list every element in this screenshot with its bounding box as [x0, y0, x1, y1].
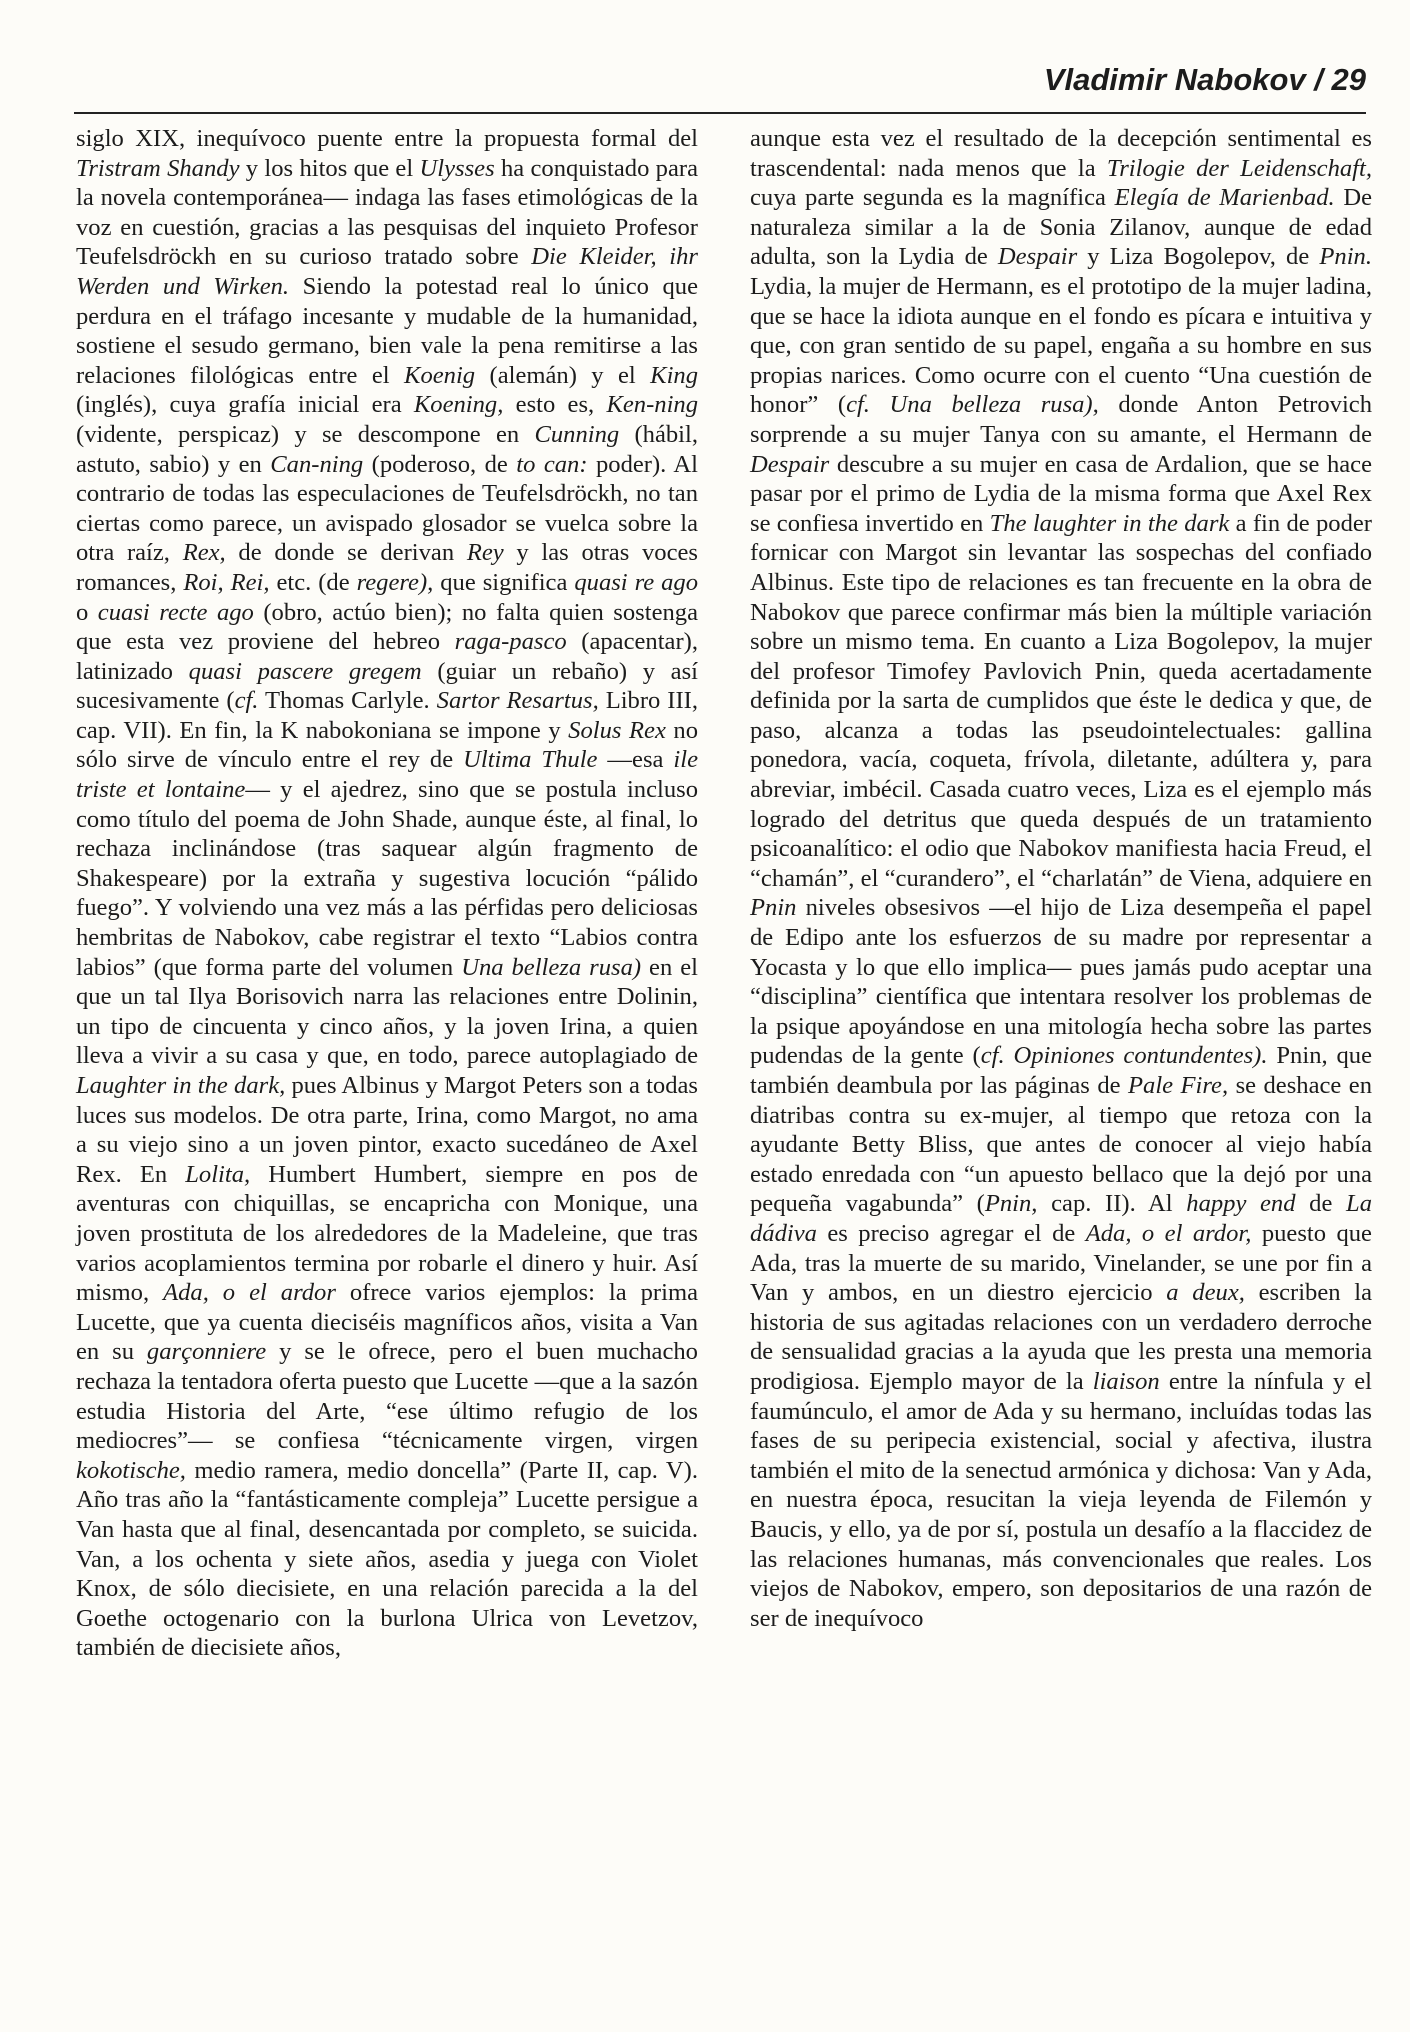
text-run: niveles obsesivos —el hijo de Liza desempeña el papel de Edipo ante los esfuerzos de su madre por representar a Yocasta y lo que ello implica— pues jamás pudo aceptar una “disciplina” científica que intentara resolver los problemas de la psique apoyándose en una mitología hecha sobre las partes pudendas de la gente ( [750, 894, 1372, 1070]
text-run: cuya parte segunda es la magnífica [750, 184, 1115, 212]
text-run: a fin de poder fornicar con Margot sin levantar las sospechas del confiado Albinus. Este tipo de relaciones es tan frecuente en la obra de Nabokov que parece confirmar más bien la múltiple variación sobre un mismo tema. En cuanto a Liza Bogolepov, la mujer del profesor Timofey Pavlovich Pnin, queda acertadamente definida por la sarta de cumplidos que éste le dedica y que, de paso, alcanza a todas las pseudointelectuales: gallina ponedora, vacía, coqueta, frívola, diletante, adúltera y, para abreviar, imbécil. Casada cuatro veces, Liza es el ejemplo más logrado del detritus que queda después de un tratamiento psicoanalítico: el odio que Nabokov manifiesta hacia Freud, el “chamán”, el “curandero”, el “charlatán” de Viena, adquiere en [750, 509, 1372, 892]
text-run: (obro, actúo bien); no falta quien sostenga que esta vez proviene del hebreo [76, 598, 698, 656]
italic-text-run: Pnin [750, 894, 797, 922]
text-run: es preciso agregar el de [816, 1219, 1086, 1247]
italic-text-run: Despair [997, 243, 1078, 271]
italic-text-run: cf. Una belleza rusa), [846, 391, 1099, 419]
text-run: donde Anton Petrovich sorprende a su mujer Tanya con su amante, el Hermann de [750, 391, 1372, 448]
right-column-text [750, 124, 1372, 1633]
text-run: o [76, 598, 98, 626]
text-run: descubre a su mujer en casa de Ardalion, que se hace pasar por el primo de Lydia de la misma forma que Axel Rex se confiesa invertido en [750, 450, 1372, 537]
text-run: ha conquistado para la novela contemporánea— indaga las fases etimológicas de la voz en cuestión, gracias a las pesquisas del inquieto Profesor Teufelsdröckh en su curioso tratado sobre [76, 154, 699, 271]
italic-text-run: Koening, [413, 391, 504, 419]
italic-text-run: cuasi recte ago [97, 598, 254, 626]
italic-text-run: quasi re ago [574, 568, 699, 596]
text-run: y se le ofrece, pero el buen muchacho rechaza la tentadora oferta puesto que Lucette —que a la sazón estudia Historia del Arte, “ese último refugio de los mediocres”— se confiesa “técnicamente virgen, virgen [76, 1338, 698, 1455]
running-header [74, 62, 1366, 112]
italic-text-run: kokotische, [76, 1456, 186, 1484]
text-run: que significa [433, 568, 575, 596]
italic-text-run: ile triste et lontaine [76, 746, 698, 804]
text-run: de donde se derivan [225, 539, 467, 567]
text-run: puesto que Ada, tras la muerte de su marido, Vinelander, se une por fin a Van y ambos, en un diestro ejercicio [750, 1219, 1372, 1307]
italic-text-run: liaison [1092, 1367, 1160, 1395]
italic-text-run: happy end [1186, 1190, 1296, 1218]
text-run: (hábil, astuto, sabio) y en [76, 420, 698, 478]
italic-text-run: La dádiva [750, 1190, 1373, 1247]
italic-text-run: Pnin. [1319, 243, 1372, 271]
italic-text-run: Roi, Rei, [183, 568, 270, 596]
italic-text-run: Pnin, [984, 1190, 1038, 1218]
italic-text-run: Ultima Thule [463, 746, 598, 774]
italic-text-run: Ada, o el ardor, [1085, 1219, 1252, 1247]
text-run: pues Albinus y Margot Peters son a todas luces sus modelos. De otra parte, Irina, como Margot, no ama a su viejo sino a un joven pintor, exacto sucedáneo de Axel Rex. En [76, 1072, 698, 1188]
italic-text-run: The laughter in the dark [989, 509, 1230, 537]
text-run: en el que un tal Ilya Borisovich narra las relaciones entre Dolinin, un tipo de cincuenta y cinco años, y la joven Irina, a quien lleva a vivir a su casa y que, en todo, parece autoplagiado de [76, 953, 698, 1070]
italic-text-run: Ulysses [419, 154, 495, 182]
italic-text-run: Pale Fire, [1128, 1072, 1229, 1099]
header-rule [74, 112, 1366, 114]
italic-text-run: Can-ning [270, 450, 364, 478]
text-run: ofrece varios ejemplos: la prima Lucette, que ya cuenta dieciséis magníficos años, visita a Van en su [76, 1279, 698, 1366]
text-run: Lydia, la mujer de Hermann, es el prototipo de la mujer ladina, que se hace la idiota aunque en el fondo es pícara e intuitiva y que, con gran sentido de su papel, engaña a su hombre en sus propias narices. Como ocurre con el cuento “Una cuestión de honor” ( [750, 272, 1372, 419]
text-run: (vidente, perspicaz) y se descompone en [76, 420, 535, 448]
text-run: — y el ajedrez, sino que se postula incluso como título del poema de John Shade, aunque éste, al final, lo rechaza inclinándose (tras saquear algún fragmento de Shakespeare) por la extraña y sugestiva locución “pálido fuego”. Y volviendo una vez más a las pérfidas pero deliciosas hembritas de Nabokov, cabe registrar el texto “Labios contra labios” (que forma parte del volumen [76, 776, 698, 981]
text-run: siglo XIX, inequívoco puente entre la propuesta formal del [76, 125, 698, 152]
italic-text-run: garçonniere [146, 1338, 267, 1366]
italic-text-run: King [650, 361, 699, 389]
italic-text-run: Die Kleider, ihr Werden und Wirken. [76, 243, 698, 300]
text-run: etc. (de [269, 568, 357, 596]
right-column [750, 124, 1372, 2014]
italic-text-run: raga-pasco [454, 628, 567, 656]
text-run: entre la nínfula y el faumúnculo, el amor de Ada y su hermano, incluídas todas las fases de su peripecia existencial, social y afectiva, ilustra también el mito de la senectud armónica y dichosa: Van y Ada, en nuestra época, resucitan la vieja leyenda de Filemón y Baucis, y ello, ya de por sí, postula un desafío a la flaccidez de las relaciones humanas, más convencionales que reales. Los viejos de Nabokov, empero, son depositarios de una razón de ser de inequívoco [750, 1367, 1372, 1632]
italic-text-run: cf. [234, 687, 259, 715]
text-run: no sólo sirve de vínculo entre el rey de [76, 716, 698, 774]
text-run: Humbert Humbert, siempre en pos de aventuras con chiquillas, se encapricha con Monique, una joven prostituta de los alrededores de la Madeleine, que tras varios acoplamientos termina por robarle el dinero y huir. Así mismo, [76, 1160, 699, 1307]
italic-text-run: Despair [750, 450, 830, 478]
italic-text-run: Solus Rex [568, 716, 666, 744]
text-run: Thomas Carlyle. [258, 687, 437, 715]
text-run: Siendo la potestad real lo único que perdura en el tráfago incesante y mudable de la humanidad, sostiene el sesudo germano, bien vale la pena remitirse a las relaciones filológicas entre el [76, 272, 699, 389]
italic-text-run: Rey [466, 539, 504, 567]
text-run: (guiar un rebaño) y así sucesivamente ( [76, 657, 698, 715]
italic-text-run: regere), [356, 568, 434, 596]
text-run: (poderoso, de [363, 450, 517, 478]
running-head-title: Vladimir Nabokov / 29 [1043, 62, 1366, 97]
italic-text-run: to can: [516, 450, 588, 478]
italic-text-run: quasi pascere gregem [188, 657, 422, 685]
italic-text-run: Ada, o el ardor [163, 1279, 336, 1307]
text-run: Libro III, cap. VII). En fin, la K nabokoniana se impone y [76, 687, 699, 744]
italic-text-run: Una belleza rusa) [461, 953, 642, 981]
text-run: y Liza Bogolepov, de [1077, 243, 1320, 271]
text-run: —esa [597, 746, 674, 774]
text-run: Pnin, que también deambula por las páginas de [750, 1042, 1372, 1099]
text-run: se deshace en diatribas contra su ex-mujer, al tiempo que retoza con la ayudante Betty Bliss, que antes de conocer al viejo había estado enredada con “un apuesto bellaco que la dejó por una pequeña vagabunda” ( [750, 1072, 1373, 1218]
italic-text-run: cf. Opiniones contundentes). [980, 1042, 1268, 1070]
text-run: cap. II). Al [1037, 1190, 1187, 1218]
text-run: aunque esta vez el resultado de la decepción sentimental es trascendental: nada menos que la [750, 125, 1372, 182]
italic-text-run: Rex, [182, 539, 226, 567]
italic-text-run: Lolita, [185, 1160, 251, 1188]
text-run: (apacentar), latinizado [76, 628, 699, 685]
italic-text-run: Tristram Shandy [76, 154, 240, 182]
left-column-text [76, 124, 698, 1663]
italic-text-run: Koenig [404, 361, 476, 389]
text-run: de [1295, 1190, 1347, 1218]
left-column [76, 124, 698, 2014]
text-run: De naturaleza similar a la de Sonia Zilanov, aunque de edad adulta, son la Lydia de [750, 184, 1373, 271]
text-run: (inglés), cuya grafía inicial era [76, 391, 414, 419]
italic-text-run: Sartor Resartus, [436, 687, 599, 715]
text-run: escriben la historia de sus agitadas relaciones con un verdadero derroche de sensualidad gracias a la ayuda que les presta una memoria prodigiosa. Ejemplo mayor de la [750, 1279, 1372, 1395]
text-run: y los hitos que el [239, 154, 420, 182]
italic-text-run: a deux, [1166, 1279, 1245, 1307]
italic-text-run: Elegía de Marienbad. [1114, 184, 1335, 212]
text-run: medio ramera, medio doncella” (Parte II, cap. V). Año tras año la “fantásticamente compleja” Lucette persigue a Van hasta que al final, desencantada por completo, se suicida. Van, a los ochenta y siete años, asedia y juega con Violet Knox, de sólo diecisiete, en una relación parecida a la del Goethe octogenario con la burlona Ulrica von Levetzov, también de diecisiete años, [76, 1456, 698, 1662]
text-run: y las otras voces romances, [76, 539, 698, 596]
italic-text-run: Ken-ning [606, 391, 698, 419]
text-run: poder). Al contrario de todas las especulaciones de Teufelsdröckh, no tan ciertas como parece, un avispado glosador se vuelca sobre la otra raíz, [76, 450, 698, 567]
italic-text-run: Cunning [534, 420, 620, 448]
italic-text-run: Trilogie der Leidenschaft, [1106, 154, 1372, 182]
text-run: esto es, [503, 391, 607, 419]
italic-text-run: Laughter in the dark, [76, 1072, 286, 1099]
text-run: (alemán) y el [475, 361, 651, 389]
